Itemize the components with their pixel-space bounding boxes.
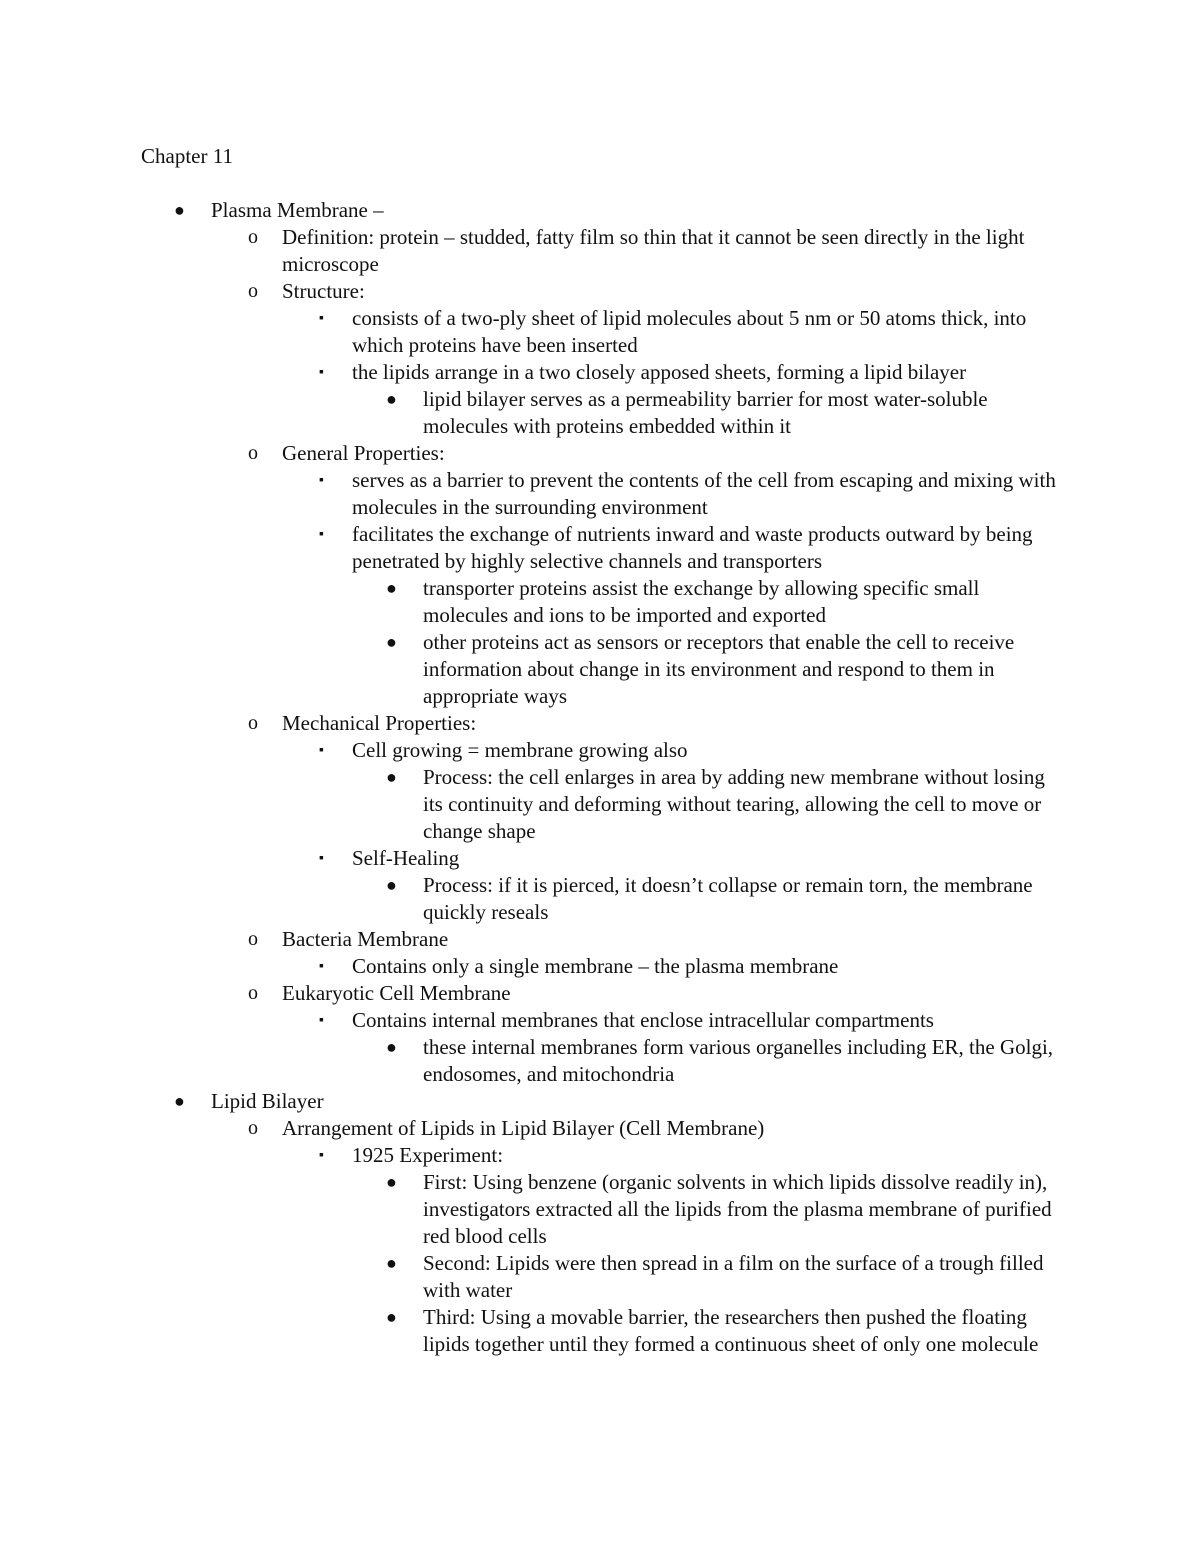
- list-item-level-2: [248, 926, 1062, 953]
- list-item-level-4: [386, 575, 1063, 629]
- bullet-marker: ●: [386, 389, 397, 409]
- list-item-level-2: [248, 710, 1062, 737]
- bullet-marker: ●: [174, 1091, 185, 1111]
- bullet-marker: ●: [386, 767, 397, 787]
- list-item-text: Plasma Membrane –: [211, 198, 384, 222]
- list-item-level-4: [386, 872, 1063, 926]
- list-item-text: General Properties:: [282, 441, 445, 465]
- bullet-marker: o: [248, 226, 258, 248]
- list-item-text: consists of a two-ply sheet of lipid molecules about 5 nm or 50 atoms thick, into which proteins have been inserted: [352, 306, 1027, 357]
- list-item-level-4: [386, 1169, 1063, 1250]
- bullet-marker: o: [248, 1117, 258, 1139]
- bullet-marker: ▪: [319, 527, 324, 542]
- list-item-level-3: [319, 521, 1062, 575]
- list-item-text: Third: Using a movable barrier, the researchers then pushed the floating lipids together until they formed a continuous sheet of only one molecule: [423, 1305, 1039, 1356]
- list-item-text: Contains only a single membrane – the plasma membrane: [352, 954, 839, 978]
- list-item-text: Second: Lipids were then spread in a film on the surface of a trough filled with water: [423, 1251, 1044, 1302]
- notes-outline: [0, 197, 1200, 1358]
- list-item-text: Contains internal membranes that enclose intracellular compartments: [352, 1008, 934, 1032]
- list-item-text: Eukaryotic Cell Membrane: [282, 981, 511, 1005]
- list-item-level-3: [319, 305, 1062, 359]
- list-item-level-2: [248, 278, 1062, 305]
- list-item-level-2: [248, 224, 1062, 278]
- list-item-level-4: [386, 764, 1063, 845]
- list-item-level-3: [319, 1142, 1062, 1169]
- bullet-marker: ●: [174, 200, 185, 220]
- list-item-text: Structure:: [282, 279, 365, 303]
- list-item-text: First: Using benzene (organic solvents in which lipids dissolve readily in), investigators extracted all the lipids from the plasma membrane of purified red blood cells: [423, 1170, 1052, 1248]
- list-item-level-2: [248, 980, 1062, 1007]
- list-item-level-1: [174, 1088, 1061, 1115]
- bullet-marker: o: [248, 280, 258, 302]
- bullet-marker: o: [248, 442, 258, 464]
- list-item-text: Definition: protein – studded, fatty film so thin that it cannot be seen directly in the light microscope: [282, 225, 1025, 276]
- list-item-level-4: [386, 629, 1063, 710]
- list-item-text: Mechanical Properties:: [282, 711, 477, 735]
- bullet-marker: ●: [386, 1172, 397, 1192]
- list-item-text: lipid bilayer serves as a permeability barrier for most water-soluble molecules with proteins embedded within it: [423, 387, 988, 438]
- list-item-level-2: [248, 1115, 1062, 1142]
- list-item-level-3: [319, 845, 1062, 872]
- bullet-marker: ▪: [319, 1013, 324, 1028]
- list-item-text: other proteins act as sensors or receptors that enable the cell to receive information about change in its environment and respond to them in appropriate ways: [423, 630, 1015, 708]
- list-item-level-4: [386, 1304, 1063, 1358]
- bullet-marker: ▪: [319, 1148, 324, 1163]
- bullet-marker: ▪: [319, 743, 324, 758]
- list-item-level-3: [319, 1007, 1062, 1034]
- list-item-level-1: [174, 197, 1061, 224]
- list-item-text: Process: the cell enlarges in area by adding new membrane without losing its continuity and deforming without tearing, allowing the cell to move or change shape: [423, 765, 1045, 843]
- list-item-text: transporter proteins assist the exchange by allowing specific small molecules and ions to be imported and exported: [423, 576, 980, 627]
- bullet-marker: ▪: [319, 365, 324, 380]
- list-item-text: Cell growing = membrane growing also: [352, 738, 688, 762]
- bullet-marker: ●: [386, 578, 397, 598]
- list-item-level-4: [386, 1034, 1063, 1088]
- list-item-text: serves as a barrier to prevent the contents of the cell from escaping and mixing with molecules in the surrounding environment: [352, 468, 1056, 519]
- bullet-marker: ●: [386, 875, 397, 895]
- list-item-text: Lipid Bilayer: [211, 1089, 324, 1113]
- list-item-text: Self-Healing: [352, 846, 460, 870]
- bullet-marker: ●: [386, 1307, 397, 1327]
- bullet-marker: o: [248, 712, 258, 734]
- list-item-level-4: [386, 386, 1063, 440]
- bullet-marker: ▪: [319, 311, 324, 326]
- bullet-marker: ●: [386, 1037, 397, 1057]
- bullet-marker: o: [248, 928, 258, 950]
- list-item-level-3: [319, 359, 1062, 386]
- list-item-text: these internal membranes form various organelles including ER, the Golgi, endosomes, and mitochondria: [423, 1035, 1054, 1086]
- list-item-text: Process: if it is pierced, it doesn’t collapse or remain torn, the membrane quickly reseals: [423, 873, 1033, 924]
- list-item-level-3: [319, 737, 1062, 764]
- bullet-marker: ▪: [319, 851, 324, 866]
- list-item-level-3: [319, 953, 1062, 980]
- bullet-marker: ▪: [319, 959, 324, 974]
- bullet-marker: o: [248, 982, 258, 1004]
- list-item-text: the lipids arrange in a two closely apposed sheets, forming a lipid bilayer: [352, 360, 967, 384]
- list-item-text: Arrangement of Lipids in Lipid Bilayer (Cell Membrane): [282, 1116, 765, 1140]
- list-item-level-3: [319, 467, 1062, 521]
- list-item-level-2: [248, 440, 1062, 467]
- list-item-level-4: [386, 1250, 1063, 1304]
- list-item-text: 1925 Experiment:: [352, 1143, 504, 1167]
- list-item-text: Bacteria Membrane: [282, 927, 449, 951]
- bullet-marker: ▪: [319, 473, 324, 488]
- bullet-marker: ●: [386, 632, 397, 652]
- page-title: Chapter 11: [141, 144, 233, 168]
- list-item-text: facilitates the exchange of nutrients inward and waste products outward by being penetrated by highly selective channels and transporters: [352, 522, 1033, 573]
- bullet-marker: ●: [386, 1253, 397, 1273]
